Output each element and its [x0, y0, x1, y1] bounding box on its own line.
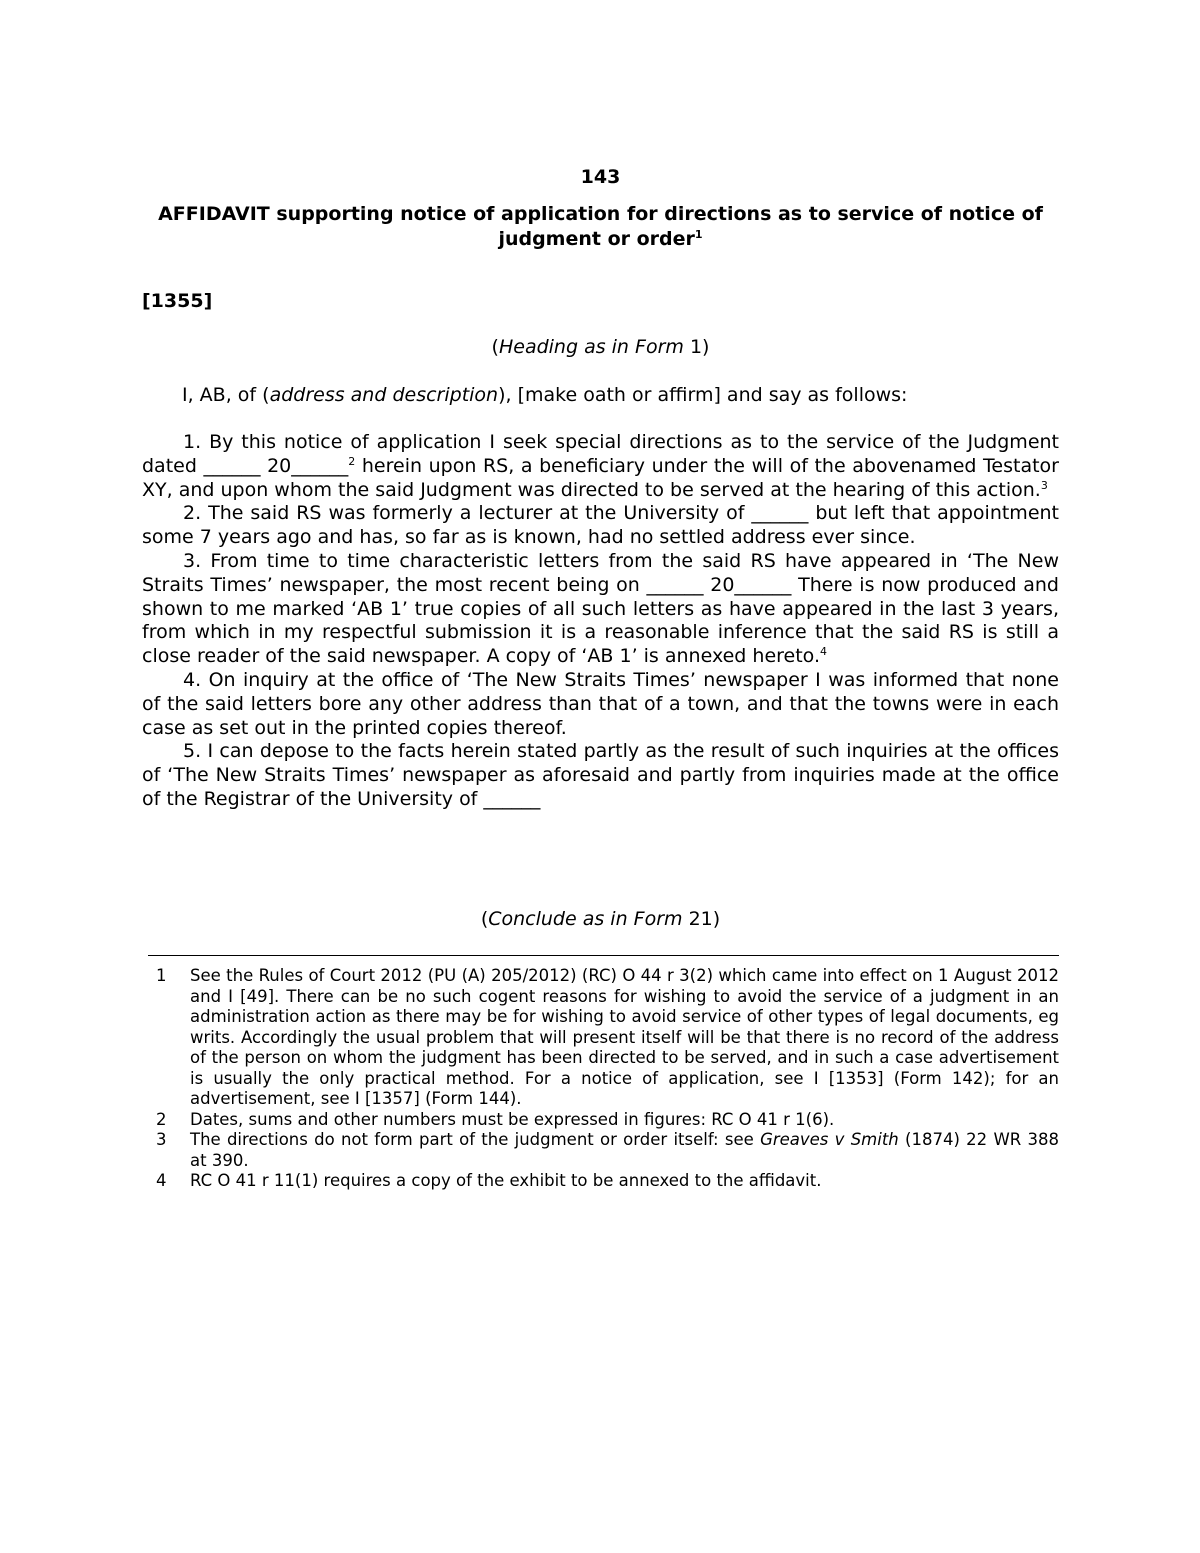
intro-italic: address and description — [269, 384, 499, 406]
conclude-instruction — [142, 908, 1059, 930]
paragraph-1-text-a: 1. By this notice of application I seek special directions as to the service of the Judgment dated ______ 20______ — [142, 431, 1059, 477]
footnote-ref-3[interactable]: 3 — [1040, 478, 1048, 492]
footnote-text — [190, 1130, 1059, 1171]
footnote-3 — [156, 1130, 1059, 1171]
intro-lead: I, AB, of ( — [182, 384, 270, 406]
footnote-ref-1[interactable]: 1 — [694, 228, 703, 241]
footnote-ref-2[interactable]: 2 — [348, 454, 356, 468]
footnote-text: Dates, sums and other numbers must be expressed in figures: RC O 41 r 1(6). — [190, 1109, 835, 1129]
heading-number: 1) — [689, 336, 710, 358]
footnote-1 — [156, 966, 1059, 1110]
intro-tail: ), [make oath or affirm] and say as follows: — [498, 384, 908, 406]
footnote-4 — [156, 1171, 1059, 1192]
heading-instruction — [142, 336, 1059, 358]
footnotes — [156, 966, 1059, 1192]
footnote-number: 2 — [156, 1109, 167, 1129]
footnote-divider — [148, 955, 1059, 956]
conclude-open: ( — [480, 908, 489, 930]
paragraph-2: 2. The said RS was formerly a lecturer at the University of ______ but left that appointment some 7 years ago and has, so far as is known, had no settled address ever since. — [142, 502, 1059, 549]
paragraph-3-text: 3. From time to time characteristic letters from the said RS have appeared in ‘The New Straits Times’ newspaper, the most recent being on ______ 20______ There is now produced and shown to me marked ‘AB 1’ true copies of all such letters as have appeared in the last 3 years, from which in my respectful submission it is a reasonable inference that the said RS is still a close reader of the said newspaper. A copy of ‘AB 1’ is annexed hereto. — [142, 549, 1059, 668]
paragraph-reference: [1355] — [142, 290, 213, 312]
form-number: 143 — [580, 166, 621, 188]
conclude-italic: Conclude as in Form — [488, 908, 683, 930]
footnote-2 — [156, 1110, 1059, 1131]
footnote-text: RC O 41 r 11(1) requires a copy of the exhibit to be annexed to the affidavit. — [190, 1171, 822, 1190]
footnote-number: 4 — [156, 1171, 167, 1190]
footnote-number: 3 — [156, 1130, 167, 1149]
footnote-number: 1 — [156, 966, 167, 985]
form-title-text: AFFIDAVIT supporting notice of application for directions as to service of notice of judgment or order — [158, 203, 1043, 250]
heading-italic: Heading as in Form — [498, 336, 684, 358]
form-title — [142, 202, 1059, 252]
conclude-number: 21) — [688, 908, 721, 930]
paragraph-3 — [142, 550, 1059, 669]
footnote-ref-4[interactable]: 4 — [820, 645, 827, 659]
case-name: Greaves v Smith — [760, 1130, 899, 1149]
paragraph-1-text-b: herein upon RS, a beneficiary under the will of the abovenamed Testator XY, and upon whom the said Judgment was directed to be served at the hearing of this action. — [142, 454, 1059, 501]
paragraph-4: 4. On inquiry at the office of ‘The New Straits Times’ newspaper I was informed that none of the said letters bore any other address than that of a town, and that the towns were in each case as set out in the printed copies thereof. — [142, 668, 1059, 739]
footnote-text: See the Rules of Court 2012 (PU (A) 205/2012) (RC) O 44 r 3(2) which came into effect on 1 August 2012 and I [49]. There can be no such cogent reasons for wishing to avoid the service of a judgment in an administration action as there may be for wishing to avoid service of other types of legal documents, eg writs. Accordingly the usual problem that will present itself will be that there is no record of the address of the person on whom the judgment has been directed to be served, and in such a case advertisement is usually the only practical method. For a notice of application, see I [1353] (Form 142); for an advertisement, see I [1357] (Form 144). — [190, 966, 1059, 1108]
paragraph-1 — [142, 431, 1059, 502]
heading-open: ( — [491, 336, 499, 358]
footnote-3-text-a: The directions do not form part of the judgment or order itself: see — [190, 1130, 761, 1149]
affidavit-body — [142, 431, 1059, 812]
intro-line — [182, 384, 907, 406]
paragraph-5: 5. I can depose to the facts herein stated partly as the result of such inquiries at the offices of ‘The New Straits Times’ newspaper as aforesaid and partly from inquiries made at the office of the Registrar of the University of ______ — [142, 740, 1059, 810]
footnote-3-text-b: (1874) 22 WR 388 at 390. — [190, 1130, 1059, 1170]
